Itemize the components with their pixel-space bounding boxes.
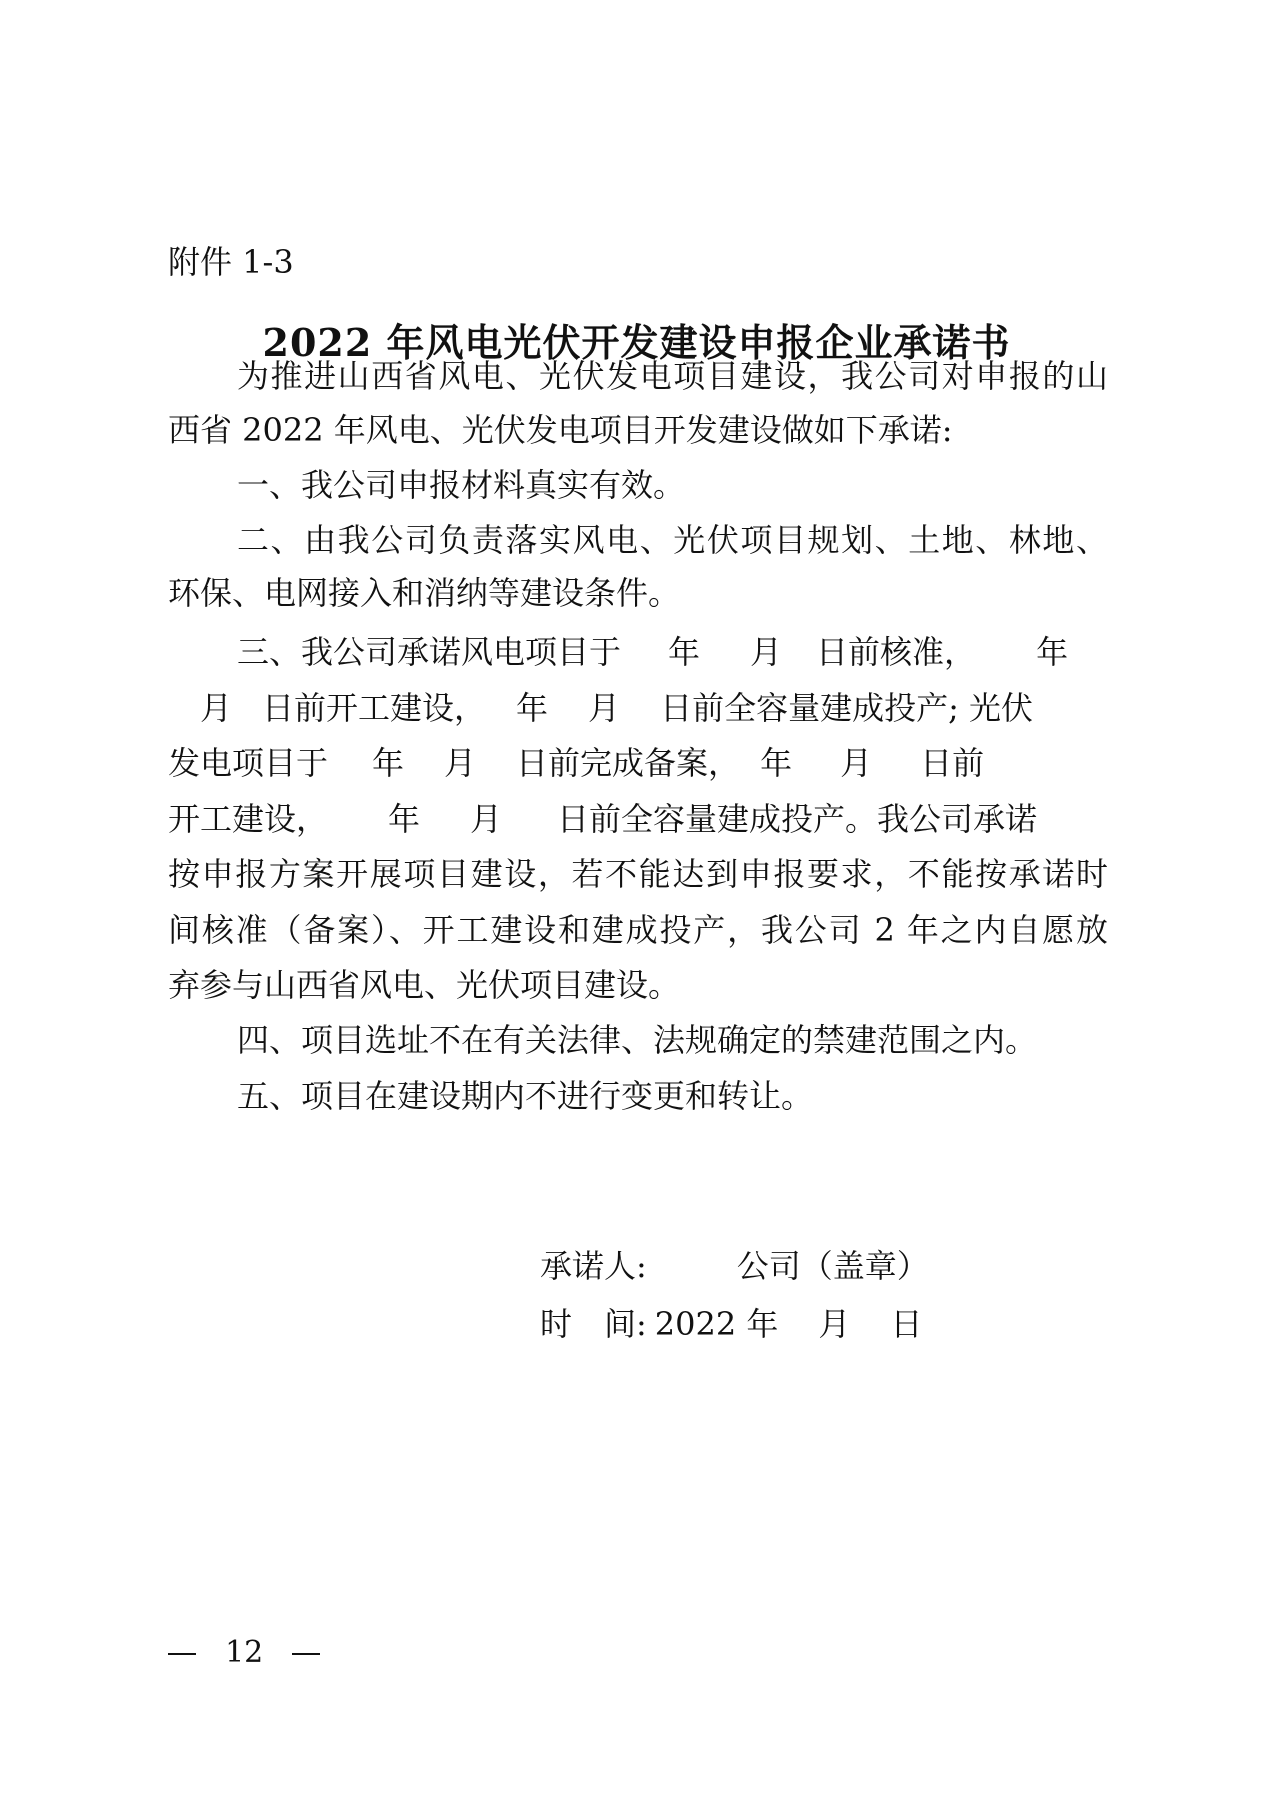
date-line [540,1304,922,1344]
year-blank-label: 年 [668,633,701,671]
item3-text: 日前完成备案， [516,744,741,782]
commitment-item-3-line-3 [168,743,1108,783]
item3-text: 日前全容量建成投产; 光伏 [660,689,1034,727]
intro-line-1: 为推进山西省风电、光伏发电项目建设，我公司对申报的山 [237,357,1108,395]
commitment-item-3-line-5: 按申报方案开展项目建设，若不能达到申报要求，不能按承诺时 [168,855,1108,893]
company-seal-label: 公司（盖章） [736,1247,929,1285]
item3-text: 日前开工建设， [262,689,487,727]
time-label: 时 间: [540,1305,647,1343]
commitment-item-5: 五、项目在建设期内不进行变更和转让。 [237,1077,814,1115]
year-blank-label: 年 [388,800,421,838]
commitment-item-3-line-4 [168,799,1108,839]
page-number: 12 [225,1635,264,1670]
commitment-item-4: 四、项目选址不在有关法律、法规确定的禁建范围之内。 [237,1021,1038,1059]
date-month: 月 [818,1305,851,1343]
year-blank-label: 年 [516,689,549,727]
dash-right [292,1653,320,1655]
year-blank-label: 年 [760,744,793,782]
commitment-item-2-line-1: 二、由我公司负责落实风电、光伏项目规划、土地、林地、 [237,521,1108,559]
promisor-label: 承诺人: [540,1247,647,1285]
month-blank-label: 月 [750,633,783,671]
commitment-item-3-line-2 [168,688,1108,728]
item3-text: 三、我公司承诺风电项目于 [237,633,622,671]
commitment-item-1: 一、我公司申报材料真实有效。 [237,466,686,504]
attachment-label: 附件 1-3 [168,243,294,281]
year-blank-label: 年 [1036,633,1069,671]
intro-line-2: 西省 2022 年风电、光伏发电项目开发建设做如下承诺: [168,411,953,449]
commitment-item-3-line-7: 弃参与山西省风电、光伏项目建设。 [168,966,681,1004]
item3-text: 发电项目于 [168,744,329,782]
commitment-item-3-line-6: 间核准（备案）、开工建设和建成投产，我公司 2 年之内自愿放 [168,911,1108,949]
item3-text: 日前 [920,744,985,782]
month-blank-label: 月 [200,689,233,727]
promisor-line [540,1246,929,1286]
document-title: 2022 年风电光伏开发建设申报企业承诺书 [262,320,1011,365]
month-blank-label: 月 [840,744,873,782]
item3-text: 开工建设， [168,800,329,838]
month-blank-label: 月 [470,800,503,838]
year-blank-label: 年 [372,744,405,782]
item3-text: 日前全容量建成投产。我公司承诺 [557,800,1038,838]
date-day: 日 [890,1305,923,1343]
commitment-item-2-line-2: 环保、电网接入和消纳等建设条件。 [168,574,681,612]
month-blank-label: 月 [588,689,621,727]
date-year: 2022 年 [654,1305,779,1343]
page-number-footer [168,1635,320,1671]
month-blank-label: 月 [444,744,477,782]
commitment-item-3-line-1 [237,632,1108,672]
item3-text: 日前核准， [816,633,977,671]
dash-left [168,1653,196,1655]
